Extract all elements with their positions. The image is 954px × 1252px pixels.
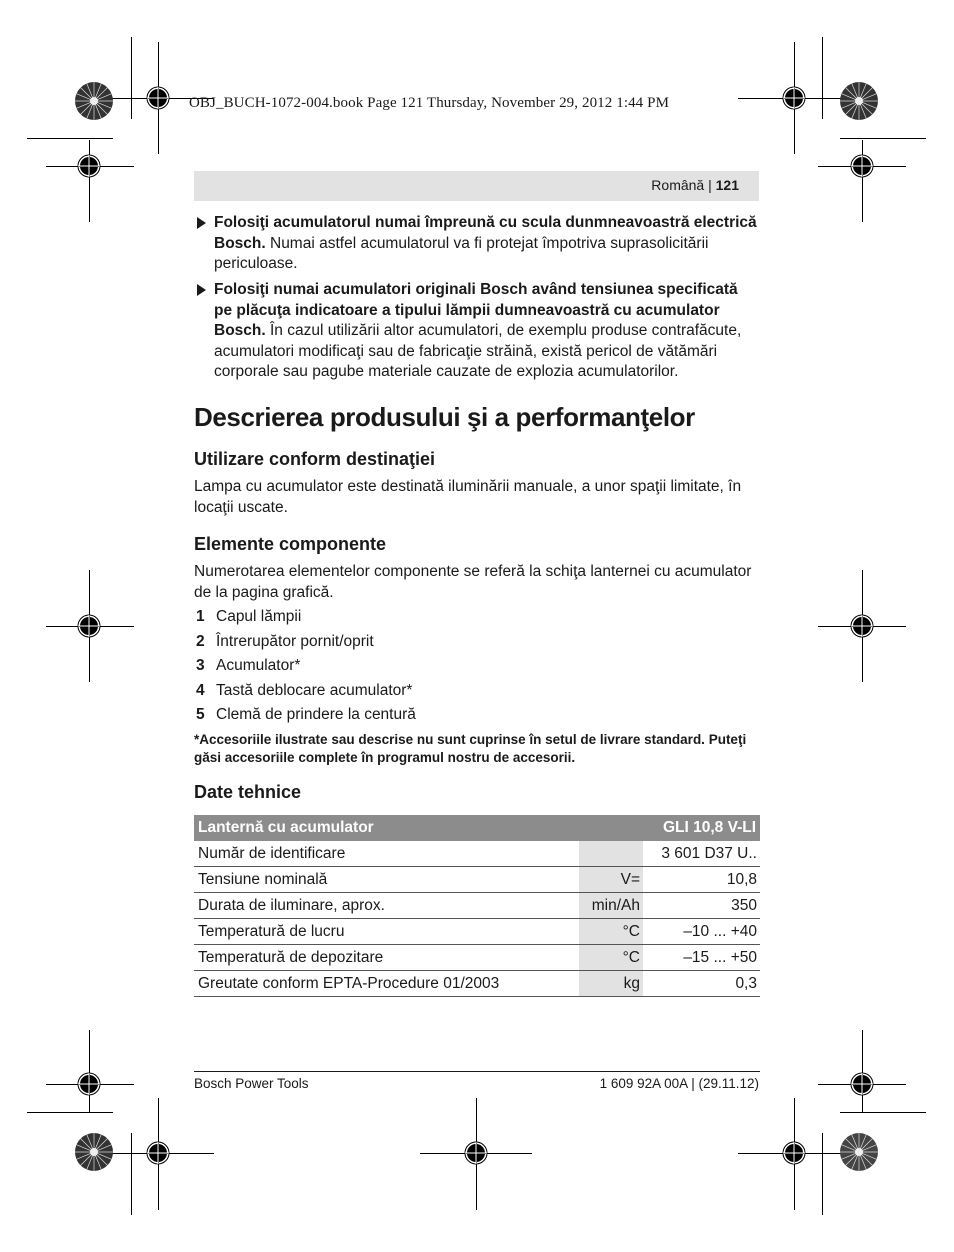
registration-mark-icon	[143, 1138, 173, 1168]
table-row	[194, 867, 760, 893]
table-row	[194, 893, 760, 919]
tech-data-table	[194, 815, 760, 997]
bullet-arrow-icon	[197, 217, 206, 229]
section-title: Descrierea produsului şi a performanţelor	[194, 402, 695, 432]
registration-mark-icon	[74, 151, 104, 181]
bullet-bold-text: Folosiţi numai acumulatori originali Bosch având tensiunea specificată pe plăcuţa indicatoare a tipului lămpii dumneavoastră cu acumulator Bosch.	[214, 281, 738, 340]
bullet-arrow-icon	[197, 284, 206, 296]
table-row	[194, 945, 760, 971]
row-unit	[579, 841, 643, 867]
registration-mark-icon	[847, 611, 877, 641]
color-rosette-icon	[839, 81, 879, 121]
tech-data-heading: Date tehnice	[194, 782, 302, 802]
page-header-text	[651, 177, 739, 193]
row-value: 3 601 D37 U..	[643, 841, 760, 867]
row-value: 10,8	[643, 867, 760, 893]
row-unit: °C	[579, 919, 643, 945]
row-unit: °C	[579, 945, 643, 971]
file-header: OBJ_BUCH-1072-004.book Page 121 Thursday, November 29, 2012 1:44 PM	[189, 95, 670, 111]
table-row	[194, 841, 760, 867]
item-label: Tastă deblocare acumulator*	[216, 682, 413, 699]
model-cell: GLI 10,8 V-LI	[643, 815, 760, 841]
registration-mark-icon	[74, 611, 104, 641]
item-label: Acumulator*	[216, 657, 301, 674]
row-unit: kg	[579, 971, 643, 997]
bullet-text: Numai astfel acumulatorul va fi protejat împotriva suprasolicitării periculoase.	[214, 234, 709, 273]
registration-mark-icon	[461, 1138, 491, 1168]
page-number: 121	[715, 177, 739, 193]
page-header-band	[194, 171, 759, 201]
item-label: Capul lămpii	[216, 608, 302, 625]
table-header-row	[194, 815, 760, 841]
registration-mark-icon	[143, 83, 173, 113]
footer-brand: Bosch Power Tools	[194, 1076, 309, 1091]
color-rosette-icon	[74, 1132, 114, 1172]
registration-mark-icon	[779, 83, 809, 113]
row-unit: V=	[579, 867, 643, 893]
row-label: Durata de iluminare, aprox.	[194, 893, 579, 919]
language-label: Română	[651, 177, 705, 193]
row-label: Tensiune nominală	[194, 867, 579, 893]
item-number: 1	[196, 608, 205, 625]
components-intro: Numerotarea elementelor componente se referă la schiţa lanternei cu acumulator de la pagina grafică.	[194, 563, 752, 601]
row-label: Temperatură de depozitare	[194, 945, 579, 971]
item-number: 3	[196, 657, 205, 674]
row-value: –15 ... +50	[643, 945, 760, 971]
row-unit: min/Ah	[579, 893, 643, 919]
item-label: Clemă de prindere la centură	[216, 706, 416, 723]
row-label: Temperatură de lucru	[194, 919, 579, 945]
registration-mark-icon	[74, 1069, 104, 1099]
item-label: Întrerupător pornit/oprit	[216, 633, 374, 650]
registration-mark-icon	[847, 151, 877, 181]
row-value: –10 ... +40	[643, 919, 760, 945]
intended-use-text: Lampa cu acumulator este destinată iluminării manuale, a unor spaţii limitate, în locaţii uscate.	[194, 478, 742, 516]
color-rosette-icon	[74, 81, 114, 121]
footer-rule	[194, 1071, 760, 1072]
footer-doc-number: 1 609 92A 00A | (29.11.12)	[599, 1076, 759, 1091]
table-row	[194, 971, 760, 997]
row-value: 0,3	[643, 971, 760, 997]
color-rosette-icon	[839, 1132, 879, 1172]
safety-bullet	[194, 213, 760, 275]
registration-mark-icon	[847, 1069, 877, 1099]
row-label: Număr de identificare	[194, 841, 579, 867]
table-row	[194, 919, 760, 945]
row-label: Greutate conform EPTA-Procedure 01/2003	[194, 971, 579, 997]
item-number: 4	[196, 682, 205, 699]
bullet-bold-text: Folosiţi acumulatorul numai împreună cu scula dunmneavoastră electrică Bosch.	[214, 214, 757, 252]
item-number: 2	[196, 633, 205, 650]
registration-mark-icon	[779, 1138, 809, 1168]
components-heading: Elemente componente	[194, 534, 387, 554]
bullet-text: În cazul utilizării altor acumulatori, de exemplu produse contrafăcute, acumulatori modificaţi sau de fabricaţie străină, există pericol de vătămări corporale sau pagube materiale cauzate de explozia acumulatorilor.	[214, 322, 742, 381]
safety-bullet	[194, 280, 760, 383]
product-name-cell: Lanternă cu acumulator	[194, 815, 643, 841]
separator: |	[708, 177, 712, 193]
item-number: 5	[196, 706, 205, 723]
row-value: 350	[643, 893, 760, 919]
intended-use-heading: Utilizare conform destinaţiei	[194, 449, 436, 469]
accessories-footnote: *Accesoriile ilustrate sau descrise nu sunt cuprinse în setul de livrare standard. Puteţi găsi accesoriile complete în programul nostru de accesorii.	[194, 732, 747, 765]
